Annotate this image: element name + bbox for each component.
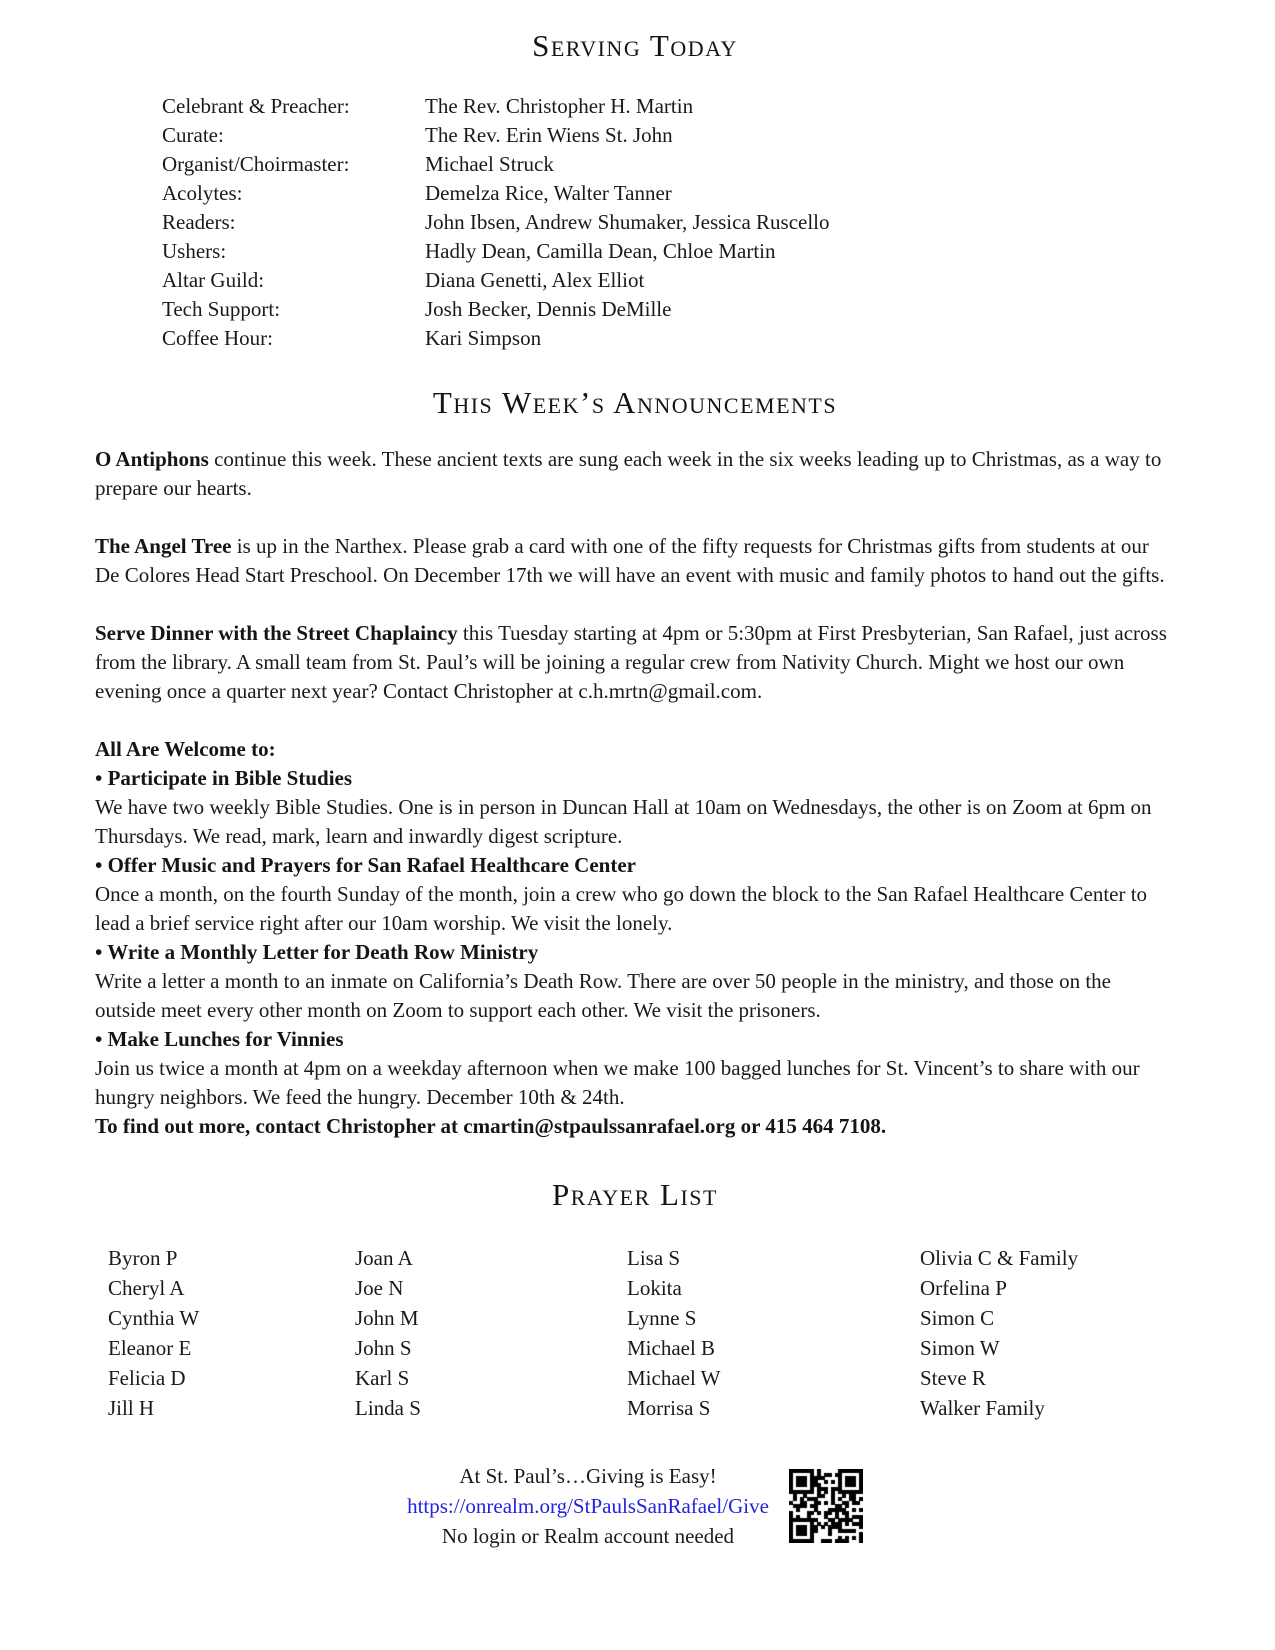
prayer-name: Cheryl A — [108, 1276, 185, 1300]
prayer-name: Cynthia W — [108, 1306, 200, 1330]
prayer-name: Steve R — [920, 1366, 986, 1390]
welcome-text: Once a month, on the fourth Sunday of the month, join a crew who go down the block to the San Rafael Healthcare Center to lead a brief service right after our 10am worship. We visit the lonely. — [95, 882, 1148, 935]
serving-today-title: Serving Today — [532, 28, 738, 63]
announcement-lead: Serve Dinner with the Street Chaplaincy — [95, 621, 458, 645]
serving-names: Demelza Rice, Walter Tanner — [425, 181, 672, 205]
announcement-paragraph — [95, 532, 1175, 590]
prayer-column — [627, 1243, 920, 1423]
prayer-name: Karl S — [355, 1366, 410, 1390]
welcome-bullet: • Make Lunches for Vinnies — [95, 1027, 344, 1051]
prayer-column — [355, 1243, 627, 1423]
announcement-text: is up in the Narthex. Please grab a card with one of the fifty requests for Christmas gifts from students at our De Colores Head Start Preschool. On December 17th we will have an event with music and family photos to hand out the gifts. — [95, 534, 1165, 587]
serving-names: Diana Genetti, Alex Elliot — [425, 268, 645, 292]
welcome-bullet: • Participate in Bible Studies — [95, 766, 353, 790]
serving-role: Acolytes: — [162, 181, 243, 205]
prayer-name: John M — [355, 1306, 419, 1330]
prayer-name: Lokita — [627, 1276, 682, 1300]
serving-row — [162, 179, 1175, 208]
welcome-text: We have two weekly Bible Studies. One is in person in Duncan Hall at 10am on Wednesdays, the other is on Zoom at 6pm on Thursdays. We read, mark, learn and inwardly digest scripture. — [95, 795, 1152, 848]
prayer-name: Lynne S — [627, 1306, 697, 1330]
serving-role: Celebrant & Preacher: — [162, 94, 350, 118]
prayer-name: Michael B — [627, 1336, 716, 1360]
prayer-name: Joan A — [355, 1246, 413, 1270]
serving-role: Ushers: — [162, 239, 227, 263]
prayer-column — [920, 1243, 1175, 1423]
prayer-name: Felicia D — [108, 1366, 186, 1390]
serving-names: Kari Simpson — [425, 326, 542, 350]
announcement-text: continue this week. These ancient texts are sung each week in the six weeks leading up to Christmas, as a way to prepare our hearts. — [95, 447, 1162, 500]
serving-role: Altar Guild: — [162, 268, 265, 292]
prayer-name: Lisa S — [627, 1246, 681, 1270]
giving-link[interactable]: https://onrealm.org/StPaulsSanRafael/Give — [407, 1494, 769, 1518]
serving-role: Readers: — [162, 210, 236, 234]
announcement-paragraph — [95, 445, 1175, 503]
announcements-title: This Week’s Announcements — [432, 385, 838, 420]
prayer-name: Joe N — [355, 1276, 404, 1300]
welcome-text: Join us twice a month at 4pm on a weekday afternoon when we make 100 bagged lunches for St. Vincent’s to share with our hungry neighbors. We feed the hungry. December 10th & 24th. — [95, 1056, 1140, 1109]
prayer-name: Morrisa S — [627, 1396, 711, 1420]
all-are-welcome-section — [95, 735, 1175, 1141]
serving-row — [162, 150, 1175, 179]
welcome-bullet: • Write a Monthly Letter for Death Row Ministry — [95, 940, 539, 964]
serving-row — [162, 324, 1175, 353]
prayer-name: Orfelina P — [920, 1276, 1007, 1300]
qr-code — [789, 1469, 863, 1543]
announcement-text: this Tuesday starting at 4pm or 5:30pm at First Presbyterian, San Rafael, just across from the library. A small team from St. Paul’s will be joining a regular crew from Nativity Church. Might we host our own evening once a quarter next year? Contact Christopher at c.h.mrtn@gmail.com. — [95, 621, 1167, 703]
serving-role: Organist/Choirmaster: — [162, 152, 350, 176]
prayer-name: Simon W — [920, 1336, 1000, 1360]
serving-names: Hadly Dean, Camilla Dean, Chloe Martin — [425, 239, 776, 263]
prayer-name: Olivia C & Family — [920, 1246, 1079, 1270]
giving-text-block — [407, 1461, 769, 1551]
prayer-name: Walker Family — [920, 1396, 1045, 1420]
serving-row — [162, 208, 1175, 237]
serving-names: Michael Struck — [425, 152, 554, 176]
giving-headline: At St. Paul’s…Giving is Easy! — [459, 1464, 717, 1488]
welcome-heading: All Are Welcome to: — [95, 737, 276, 761]
prayer-name: Simon C — [920, 1306, 995, 1330]
prayer-list — [95, 1243, 1175, 1423]
welcome-text: Write a letter a month to an inmate on California’s Death Row. There are over 50 people in the ministry, and those on the outside meet every other month on Zoom to support each other. We visit the prisoners. — [95, 969, 1111, 1022]
serving-names: The Rev. Christopher H. Martin — [425, 94, 694, 118]
prayer-column — [108, 1243, 355, 1423]
announcement-lead: The Angel Tree — [95, 534, 232, 558]
announcement-lead: O Antiphons — [95, 447, 209, 471]
serving-names: The Rev. Erin Wiens St. John — [425, 123, 673, 147]
serving-role: Curate: — [162, 123, 224, 147]
serving-row — [162, 266, 1175, 295]
welcome-bullet: • Offer Music and Prayers for San Rafael Healthcare Center — [95, 853, 636, 877]
serving-role: Coffee Hour: — [162, 326, 273, 350]
serving-row — [162, 92, 1175, 121]
more-info-line: To find out more, contact Christopher at cmartin@stpaulssanrafael.org or 415 464 7108. — [95, 1114, 887, 1138]
prayer-list-title: Prayer List — [552, 1177, 718, 1212]
prayer-name: John S — [355, 1336, 412, 1360]
serving-today-list — [162, 92, 1175, 353]
prayer-name: Jill H — [108, 1396, 155, 1420]
serving-row — [162, 237, 1175, 266]
serving-role: Tech Support: — [162, 297, 281, 321]
prayer-name: Eleanor E — [108, 1336, 192, 1360]
giving-section — [95, 1461, 1175, 1551]
prayer-name: Byron P — [108, 1246, 178, 1270]
serving-names: Josh Becker, Dennis DeMille — [425, 297, 672, 321]
serving-row — [162, 295, 1175, 324]
giving-note: No login or Realm account needed — [441, 1524, 735, 1548]
prayer-name: Michael W — [627, 1366, 721, 1390]
announcement-paragraph — [95, 619, 1175, 706]
serving-names: John Ibsen, Andrew Shumaker, Jessica Ruscello — [425, 210, 830, 234]
serving-row — [162, 121, 1175, 150]
prayer-name: Linda S — [355, 1396, 421, 1420]
